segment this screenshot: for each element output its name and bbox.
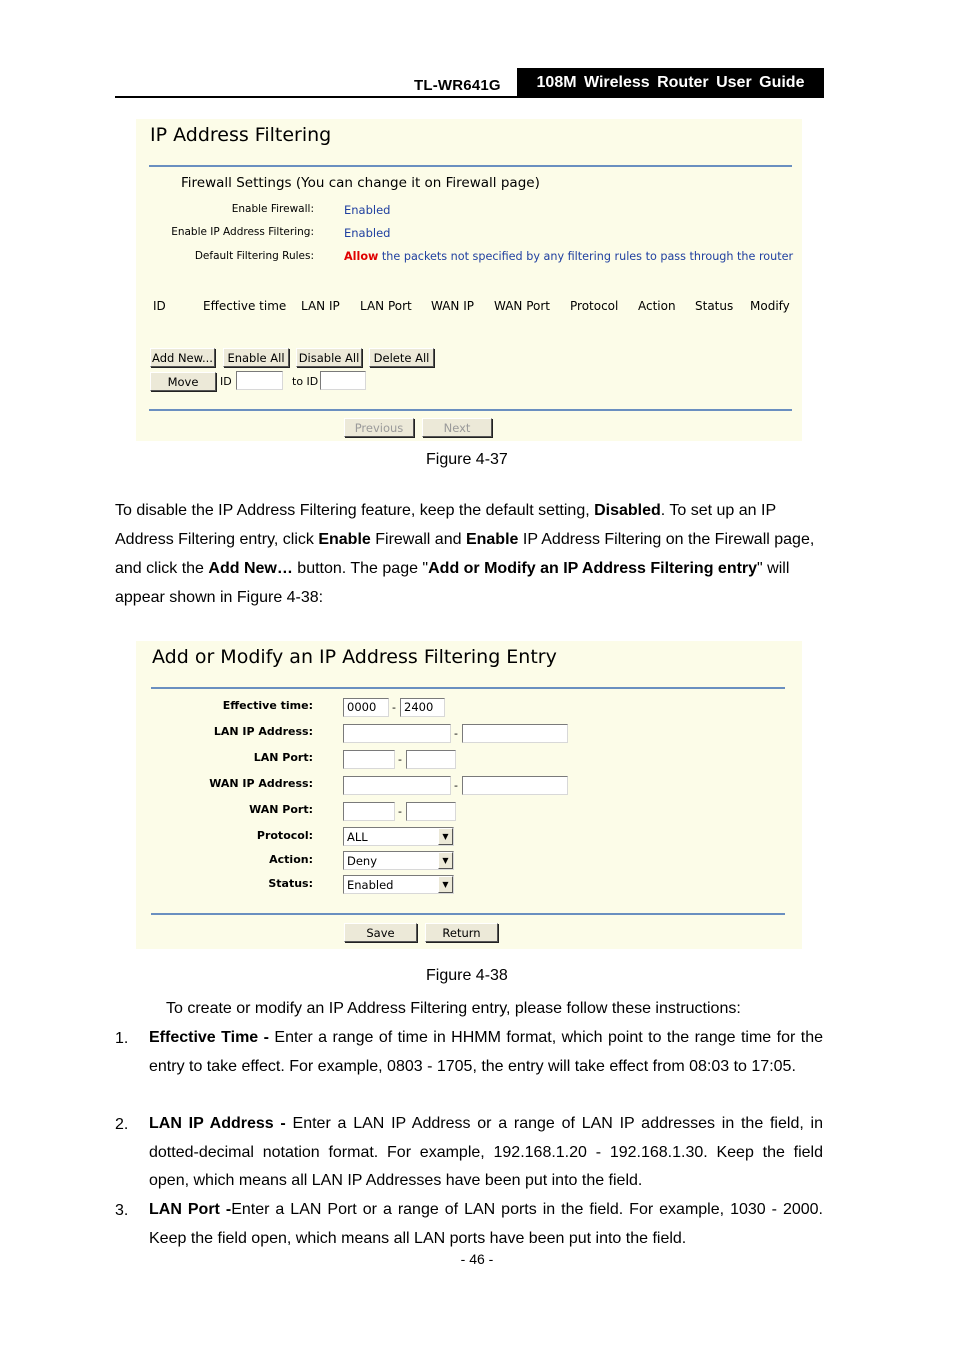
para-bold: Add New… bbox=[208, 560, 293, 577]
chevron-down-icon[interactable]: ▼ bbox=[438, 852, 453, 869]
figure-4-37-caption: Figure 4-37 bbox=[426, 451, 508, 468]
para-text: IP Address Filtering on the Firewall page, and click the bbox=[115, 531, 815, 577]
list-item-number: 2. bbox=[115, 1116, 129, 1133]
enable-firewall-label: Enable Firewall: bbox=[231, 203, 314, 215]
para-bold: Disabled bbox=[594, 502, 661, 519]
firewall-settings-heading: Firewall Settings (You can change it on Firewall page) bbox=[181, 175, 540, 191]
enable-firewall-value: Enabled bbox=[344, 203, 391, 217]
form-bottom-rule bbox=[151, 913, 785, 915]
protocol-select-value: ALL bbox=[347, 830, 368, 844]
list-item-term: LAN IP Address - bbox=[149, 1115, 293, 1132]
wan-port-end-input[interactable] bbox=[406, 802, 456, 821]
column-action: Action bbox=[638, 299, 676, 313]
column-wan-port: WAN Port bbox=[494, 299, 550, 313]
lan-ip-dash: - bbox=[454, 727, 458, 740]
action-label: Action: bbox=[269, 853, 313, 866]
default-rules-text: the packets not specified by any filtering rules to pass through the router bbox=[381, 250, 794, 263]
status-select[interactable] bbox=[343, 875, 454, 894]
wan-ip-end-input[interactable] bbox=[462, 776, 568, 795]
status-select-value: Enabled bbox=[347, 878, 394, 892]
add-new-button[interactable]: Add New... bbox=[150, 348, 215, 367]
save-button[interactable]: Save bbox=[344, 923, 417, 942]
column-status: Status bbox=[695, 299, 734, 313]
default-rules-label: Default Filtering Rules: bbox=[194, 250, 314, 262]
action-select[interactable] bbox=[343, 851, 454, 870]
para-text: . To set up an IP Address Filtering entry, click bbox=[115, 502, 776, 548]
wan-ip-start-input[interactable] bbox=[343, 776, 451, 795]
enable-all-button[interactable]: Enable All bbox=[223, 348, 289, 367]
next-button[interactable]: Next bbox=[422, 418, 492, 437]
panel-bottom-rule bbox=[149, 409, 792, 411]
return-button[interactable]: Return bbox=[425, 923, 498, 942]
lan-port-label: LAN Port: bbox=[253, 751, 313, 764]
list-item-term: LAN Port - bbox=[149, 1201, 232, 1218]
column-modify: Modify bbox=[750, 299, 790, 313]
previous-button[interactable]: Previous bbox=[344, 418, 414, 437]
para-text: Firewall and bbox=[370, 531, 466, 548]
lan-port-dash: - bbox=[398, 753, 402, 766]
panel-top-rule bbox=[149, 165, 792, 167]
enable-ip-filter-value: Enabled bbox=[344, 226, 391, 240]
column-lan-ip: LAN IP bbox=[301, 299, 340, 313]
protocol-label: Protocol: bbox=[256, 829, 313, 842]
column-effective-time: Effective time bbox=[203, 299, 287, 313]
wan-ip-dash: - bbox=[454, 779, 458, 792]
para-text: To disable the IP Address Filtering feature, keep the default setting, bbox=[115, 502, 595, 519]
list-item-number: 3. bbox=[115, 1202, 129, 1219]
column-lan-port: LAN Port bbox=[360, 299, 412, 313]
default-rules-allow: Allow bbox=[344, 250, 379, 263]
lan-ip-end-input[interactable] bbox=[462, 724, 568, 743]
default-rules-value bbox=[344, 250, 793, 263]
column-protocol: Protocol bbox=[570, 299, 619, 313]
time-end-input[interactable]: 2400 bbox=[400, 698, 445, 717]
chevron-down-icon[interactable]: ▼ bbox=[438, 828, 453, 845]
header-rule bbox=[115, 96, 824, 98]
para-bold: Enable bbox=[465, 531, 519, 548]
list-item-term: Effective Time - bbox=[149, 1029, 275, 1046]
para-text: " will appear shown in Figure 4-38: bbox=[115, 560, 790, 606]
instructions-intro: To create or modify an IP Address Filtering entry, please follow these instructions: bbox=[166, 1000, 741, 1017]
para-bold: Add or Modify an IP Address Filtering entry bbox=[428, 560, 758, 577]
chevron-down-icon[interactable]: ▼ bbox=[438, 876, 453, 893]
disable-all-button[interactable]: Disable All bbox=[296, 348, 362, 367]
column-wan-ip: WAN IP bbox=[431, 299, 474, 313]
page-number: - 46 - bbox=[460, 1251, 494, 1267]
list-item bbox=[149, 1110, 823, 1196]
effective-time-label: Effective time: bbox=[222, 699, 313, 712]
list-item-text: Enter a LAN IP Address or a range of LAN IP addresses in the field, in dotted-decimal notation format. For example, 192.168.1.20 - 192.168.1.30. Keep the field open, which means all LAN IP Addresses have been put into the field. bbox=[149, 1115, 824, 1189]
lan-port-start-input[interactable] bbox=[343, 750, 395, 769]
lan-ip-label: LAN IP Address: bbox=[213, 725, 313, 738]
protocol-select[interactable] bbox=[343, 827, 454, 846]
move-to-id-label: to ID bbox=[292, 375, 319, 388]
delete-all-button[interactable]: Delete All bbox=[369, 348, 434, 367]
wan-port-label: WAN Port: bbox=[249, 803, 313, 816]
header-guide-title: 108M Wireless Router User Guide bbox=[517, 68, 824, 97]
wan-port-dash: - bbox=[398, 805, 402, 818]
enable-ip-filter-label: Enable IP Address Filtering: bbox=[171, 226, 314, 238]
wan-ip-label: WAN IP Address: bbox=[209, 777, 313, 790]
panel-title-ip-filtering: IP Address Filtering bbox=[150, 124, 332, 146]
list-item bbox=[149, 1196, 823, 1253]
para-bold: Enable bbox=[318, 531, 371, 548]
wan-port-start-input[interactable] bbox=[343, 802, 395, 821]
form-top-rule bbox=[151, 687, 785, 689]
list-item-text: Enter a range of time in HHMM format, which point to the range time for the entry to take effect. For example, 0803 - 1705, the entry will take effect from 08:03 to 17:05. bbox=[149, 1029, 823, 1075]
move-button[interactable]: Move bbox=[150, 372, 216, 391]
move-id-input[interactable] bbox=[236, 371, 283, 390]
status-label: Status: bbox=[268, 877, 313, 890]
list-item-number: 1. bbox=[115, 1030, 129, 1047]
lan-port-end-input[interactable] bbox=[406, 750, 456, 769]
action-select-value: Deny bbox=[347, 854, 378, 868]
time-start-input[interactable]: 0000 bbox=[343, 698, 389, 717]
list-item-text: Enter a LAN Port or a range of LAN ports in the field. For example, 1030 - 2000. Keep the field open, which means all LAN ports have been put into the field. bbox=[149, 1201, 823, 1247]
ip-filtering-panel bbox=[136, 119, 802, 441]
figure-4-38-caption: Figure 4-38 bbox=[426, 967, 508, 984]
list-item bbox=[149, 1024, 823, 1081]
lan-ip-start-input[interactable] bbox=[343, 724, 451, 743]
time-dash: - bbox=[392, 701, 396, 714]
header-model: TL-WR641G bbox=[414, 77, 501, 94]
move-to-id-input[interactable] bbox=[320, 371, 366, 390]
para-text: button. The page " bbox=[292, 560, 429, 577]
column-id: ID bbox=[153, 299, 166, 313]
intro-paragraph bbox=[115, 496, 825, 612]
move-id-label: ID bbox=[220, 375, 232, 388]
panel-title-add-modify: Add or Modify an IP Address Filtering Entry bbox=[152, 646, 557, 668]
